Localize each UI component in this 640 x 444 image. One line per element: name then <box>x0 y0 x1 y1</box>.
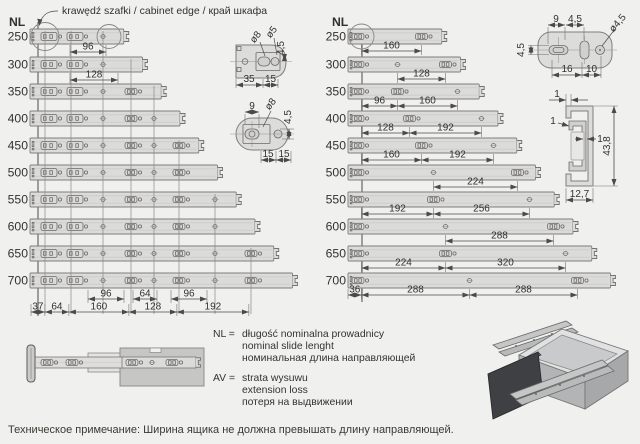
dim-label: 192 <box>204 301 222 313</box>
rail-row-700 <box>8 273 298 288</box>
dim-label: 64 <box>139 288 151 300</box>
dim-label: 128 <box>144 301 162 313</box>
dim-label: 128 <box>377 122 394 134</box>
cabinet-edge-leader <box>37 5 267 26</box>
dim-label: 450 <box>7 138 28 153</box>
rail-end-cap <box>461 60 466 70</box>
dim-label: 224 <box>467 176 484 188</box>
rail-row-600 <box>326 219 578 245</box>
technical-note: Техническое примечание: Ширина ящика не должна превышать длину направляющей. <box>8 424 454 436</box>
dim-label: 450 <box>325 138 346 153</box>
dim-label: 250 <box>325 29 346 44</box>
rail-row-500 <box>8 165 223 180</box>
rail-end-cap <box>143 60 148 70</box>
dim-label: 36 <box>349 284 361 296</box>
ball-cage <box>571 132 584 160</box>
extended-slide-illustration <box>27 345 204 386</box>
rail-row-250 <box>8 29 129 44</box>
legend-av-lines: strata wysuwu extension loss потеря на выдвижении <box>242 372 353 409</box>
dim-label: 96 <box>100 288 112 300</box>
rail-row-500 <box>326 165 541 191</box>
drawer-3d-illustration <box>488 321 628 419</box>
dim-label: 192 <box>389 203 406 215</box>
legend-nl-lines: długość nominalna prowadnicy nominal slide lenght номинальная длина направляющей <box>242 329 416 365</box>
svg-text:9: 9 <box>249 101 255 112</box>
svg-text:15: 15 <box>262 149 274 160</box>
rail-end-cap <box>442 32 447 42</box>
dim-label: 500 <box>7 165 28 180</box>
rail-end-cap <box>573 222 578 232</box>
horizontal-slot <box>549 46 568 55</box>
dim-label: 160 <box>90 301 108 313</box>
dim-label: 650 <box>325 246 346 261</box>
rail-end-cap <box>517 141 522 151</box>
svg-text:1: 1 <box>597 134 603 145</box>
dim-label: 96 <box>82 41 94 53</box>
legend-av-term: AV = <box>213 372 236 384</box>
rail-end-cap <box>592 249 597 259</box>
rail-row-450 <box>8 138 204 153</box>
dim-label: 400 <box>7 111 28 126</box>
dim-label: 320 <box>497 257 514 269</box>
rail-end-cap <box>536 168 541 178</box>
dim-label: 550 <box>325 192 346 207</box>
dim-label: 224 <box>395 257 412 269</box>
rail-row-300 <box>326 57 466 83</box>
legend <box>213 329 415 416</box>
cross-section <box>549 89 618 203</box>
rail-end-cap <box>293 276 298 286</box>
dim-label: 288 <box>407 284 424 296</box>
dim-label: 650 <box>7 246 28 261</box>
svg-text:1: 1 <box>554 89 560 100</box>
dim-label: 256 <box>473 203 490 215</box>
vertical-slot <box>580 41 589 59</box>
legend-av <box>213 373 415 410</box>
dim-label: 350 <box>325 84 346 99</box>
slot-hole <box>245 129 259 139</box>
svg-text:ø8: ø8 <box>248 29 264 46</box>
svg-text:15: 15 <box>264 74 277 85</box>
dim-label: 288 <box>515 284 532 296</box>
svg-text:ø8: ø8 <box>263 96 279 113</box>
svg-text:1: 1 <box>550 116 556 127</box>
dim-label: 600 <box>7 219 28 234</box>
dim-label: 500 <box>325 165 346 180</box>
rail-end-cap <box>180 114 185 124</box>
svg-text:15: 15 <box>278 149 290 160</box>
slide-rail <box>348 246 597 261</box>
dim-label: NL <box>9 15 26 29</box>
rail-end-cap <box>218 168 223 178</box>
dim-label: 250 <box>7 29 28 44</box>
dim-label: 288 <box>491 230 508 242</box>
rail-end-cap <box>255 222 260 232</box>
dim-label: 160 <box>383 149 400 161</box>
dim-label: 600 <box>325 219 346 234</box>
svg-text:ø4,5: ø4,5 <box>607 12 629 35</box>
legend-nl <box>213 329 415 366</box>
slide-rail <box>30 84 166 99</box>
rail-end-cap <box>479 87 484 97</box>
dim-label: 37 <box>32 301 44 313</box>
svg-text:43,8: 43,8 <box>602 136 613 156</box>
detail-mid-left <box>230 96 294 163</box>
rail-end-cap <box>611 276 616 286</box>
cabinet-notch <box>150 348 161 353</box>
svg-text:4,5: 4,5 <box>283 110 294 124</box>
dim-label: 350 <box>7 84 28 99</box>
svg-text:ø5: ø5 <box>264 24 280 41</box>
rail-row-550 <box>326 192 560 218</box>
rail-end-cap <box>199 141 204 151</box>
dim-label: 300 <box>7 57 28 72</box>
svg-text:35: 35 <box>243 74 255 85</box>
svg-text:4,5: 4,5 <box>516 43 527 57</box>
rail-end-cap <box>498 114 503 124</box>
slide-rail <box>30 111 185 126</box>
leader-line <box>40 11 58 22</box>
dim-label: 192 <box>437 122 454 134</box>
slide-rail <box>348 273 616 288</box>
dim-label: 700 <box>7 273 28 288</box>
rail-end-cap <box>274 249 279 259</box>
svg-text:10: 10 <box>585 64 598 75</box>
slide-rail <box>30 165 223 180</box>
dim-label: 300 <box>325 57 346 72</box>
svg-text:4,5: 4,5 <box>276 41 287 55</box>
slide-rail <box>348 219 578 234</box>
dim-label: NL <box>332 15 349 29</box>
dim-label: 128 <box>413 68 430 80</box>
legend-nl-term: NL = <box>213 329 235 340</box>
svg-text:16: 16 <box>561 64 573 75</box>
rail-end-cap <box>236 195 241 205</box>
slide-rail <box>30 219 260 234</box>
dim-label: 160 <box>383 40 400 52</box>
rail-row-250 <box>326 29 447 55</box>
rail-row-600 <box>8 219 260 234</box>
dim-label: 96 <box>183 288 195 300</box>
svg-text:12,7: 12,7 <box>569 189 590 200</box>
round-hole <box>271 58 279 66</box>
dim-label: 400 <box>325 111 346 126</box>
dim-label: 64 <box>51 301 63 313</box>
rail-end-cap <box>161 87 166 97</box>
rail-row-300 <box>8 57 148 72</box>
rail-end-cap <box>554 195 559 205</box>
rail-end-cap <box>124 32 129 42</box>
dim-label: 550 <box>7 192 28 207</box>
dim-label: 128 <box>85 69 103 81</box>
dim-label: 160 <box>419 95 436 107</box>
rail-row-650 <box>8 246 279 261</box>
svg-text:9: 9 <box>553 14 559 25</box>
rail-row-350 <box>8 84 167 99</box>
rail-row-650 <box>326 246 597 272</box>
dim-label: 700 <box>325 273 346 288</box>
cabinet-edge-label: krawędź szafki / cabinet edge / край шкафа <box>62 5 268 17</box>
detail-top-left <box>230 24 292 88</box>
slide-rail <box>30 138 204 153</box>
rail-row-700 <box>326 273 616 299</box>
svg-text:4,5: 4,5 <box>568 14 582 25</box>
dim-label: 96 <box>373 95 386 107</box>
rail-row-450 <box>326 138 522 164</box>
rail-row-400 <box>8 111 185 126</box>
detail-top-right <box>516 12 629 78</box>
rail-row-350 <box>326 84 485 110</box>
rail-row-400 <box>326 111 503 137</box>
rail-row-550 <box>8 192 242 207</box>
dim-label: 192 <box>449 149 466 161</box>
slot-hole <box>258 57 270 66</box>
